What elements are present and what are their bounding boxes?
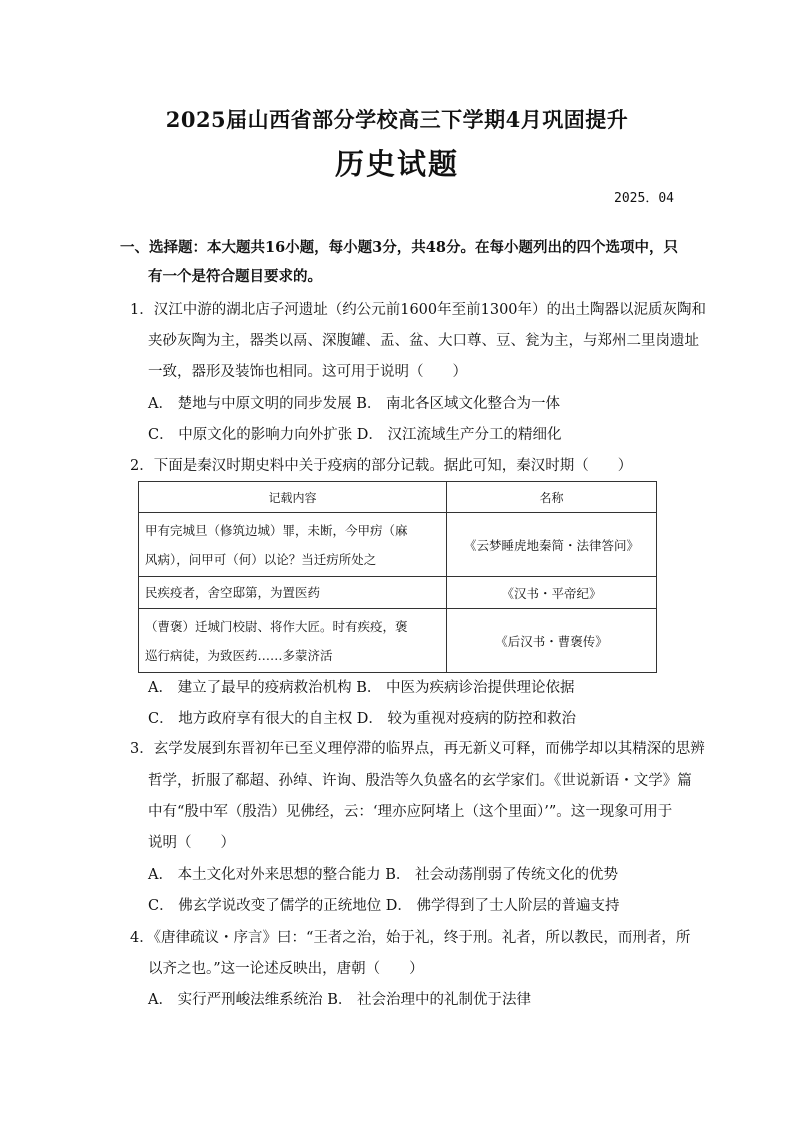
cell-text-line: 民疾疫者，舍空邸第，为置医药 — [145, 585, 321, 600]
q2-stem: 2．下面是秦汉时期史料中关于疫病的部分记载。据此可知，秦汉时期（ ） — [130, 458, 633, 474]
table-header-row — [139, 482, 657, 513]
table-cell-content — [139, 513, 447, 577]
q1-options-cd: C． 中原文化的影响力向外扩张 D． 汉江流域生产分工的精细化 — [148, 427, 562, 443]
q4-stem-line2: 以齐之也。”这一论述反映出，唐朝（ ） — [148, 961, 424, 977]
table-row — [139, 609, 657, 673]
table-row — [139, 513, 657, 577]
table-cell-content — [139, 609, 447, 673]
exam-date: 2025．04 — [614, 191, 674, 206]
q3-stem-line3: 中有“殷中军（殷浩）见佛经，云：‘理亦应阿堵上（这个里面）’”。这一现象可用于 — [148, 804, 673, 820]
cell-text-line: （曹褒）迁城门校尉、将作大匠。时有疾疫，褒 — [145, 618, 408, 634]
q1-stem-line3: 一致，器形及装饰也相同。这可用于说明（ ） — [148, 364, 467, 380]
q4-stem-line1: 4．《唐律疏议・序言》曰：“王者之治，始于礼，终于刑。礼者，所以教民，而刑者，所 — [130, 930, 691, 946]
q3-stem-line4: 说明（ ） — [148, 835, 235, 851]
section-instructions: 一、选择题：本大题共16小题，每小题3分，共48分。在每小题列出的四个选项中，只 — [120, 239, 678, 256]
q3-stem-line1: 3．玄学发展到东晋初年已至义理停滞的临界点，再无新义可释，而佛学却以其精深的思辨 — [130, 741, 705, 757]
q2-source-table — [138, 481, 657, 673]
q3-options-ab: A． 本土文化对外来思想的整合能力 B． 社会动荡削弱了传统文化的优势 — [148, 867, 618, 883]
q3-stem-line2: 哲学，折服了郗超、孙绰、许询、殷浩等久负盛名的玄学家们。《世说新语・文学》篇 — [148, 773, 692, 789]
table-header-content: 记载内容 — [139, 482, 447, 513]
table-cell-source: 《汉书・平帝纪》 — [447, 577, 657, 609]
table-cell-source: 《后汉书・曹褒传》 — [447, 609, 657, 673]
q2-options-cd: C． 地方政府享有很大的自主权 D． 较为重视对疫病的防控和救治 — [148, 711, 577, 727]
q1-stem-line2: 夹砂灰陶为主，器类以鬲、深腹罐、盂、盆、大口尊、豆、瓮为主，与郑州二里岗遗址 — [148, 333, 699, 349]
q1-stem-line1: 1．汉江中游的湖北店子河遗址（约公元前1600年至前1300年）的出土陶器以泥质灰陶和 — [130, 302, 707, 318]
table-header-source: 名称 — [447, 482, 657, 513]
q3-options-cd: C． 佛玄学说改变了儒学的正统地位 D． 佛学得到了士人阶层的普遍支持 — [148, 898, 620, 914]
exam-subject-title: 历史试题 — [334, 147, 459, 181]
cell-text-line: 风病），问甲可（何）以论？当迁疠所处之 — [145, 551, 377, 567]
q2-options-ab: A． 建立了最早的疫病救治机构 B． 中医为疾病诊治提供理论依据 — [148, 680, 575, 696]
exam-title: 2025届山西省部分学校高三下学期4月巩固提升 — [165, 107, 629, 132]
q1-options-ab: A． 楚地与中原文明的同步发展 B． 南北各区域文化整合为一体 — [148, 396, 560, 412]
q4-options-ab: A． 实行严刑峻法维系统治 B． 社会治理中的礼制优于法律 — [148, 992, 531, 1008]
cell-text-line: 甲有完城旦（修筑边城）罪，未断，今甲疠（麻 — [145, 522, 408, 538]
table-cell-content — [139, 577, 447, 609]
table-cell-source: 《云梦睡虎地秦简・法律答问》 — [447, 513, 657, 577]
table-row — [139, 577, 657, 609]
cell-text-line: 巡行病徒，为致医药……多蒙济活 — [145, 647, 333, 663]
section-instructions-cont: 有一个是符合题目要求的。 — [148, 268, 322, 285]
